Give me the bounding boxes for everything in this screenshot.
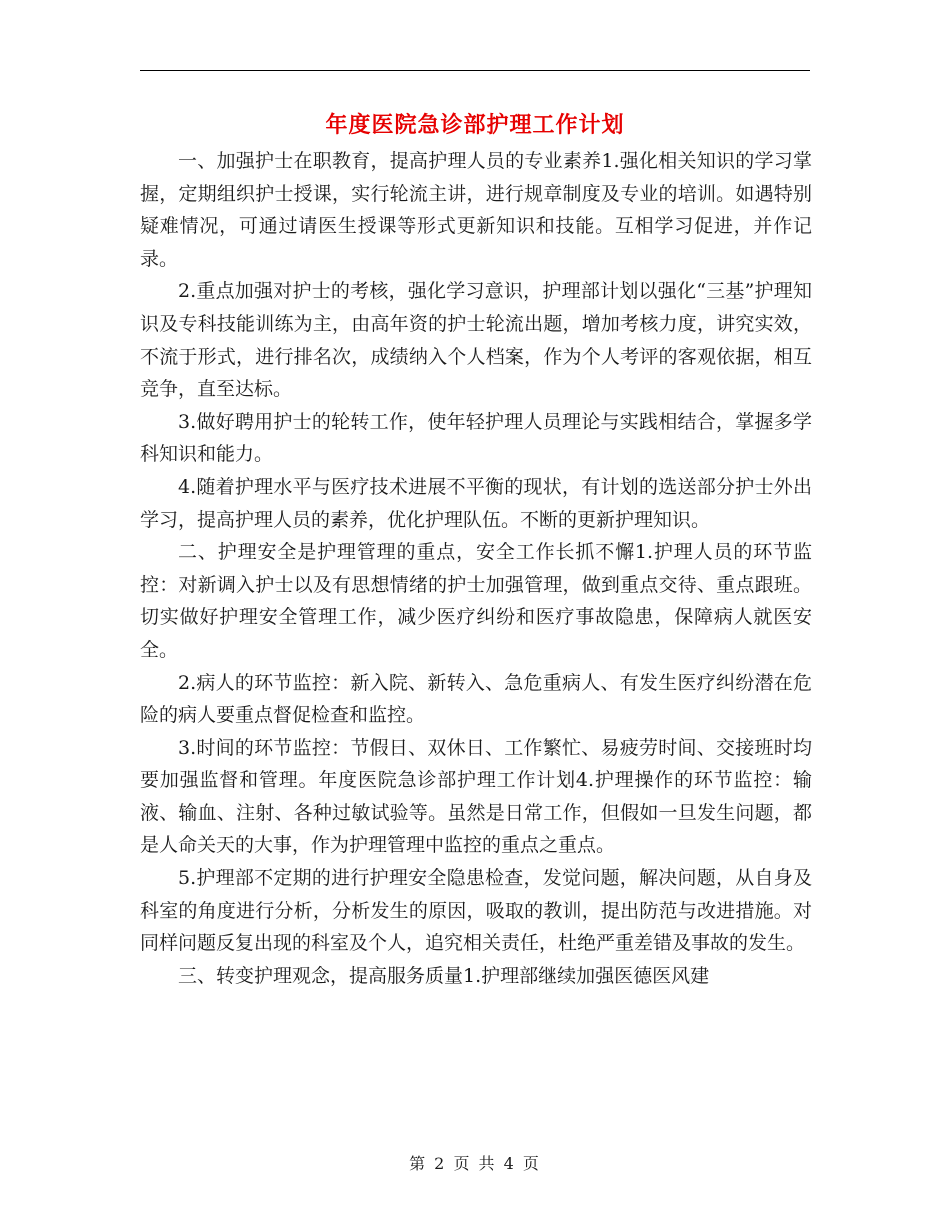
paragraph-5: 二、护理安全是护理管理的重点，安全工作长抓不懈1.护理人员的环节监控：对新调入护士以及有思想情绪的护士加强管理，做到重点交待、重点跟班。切实做好护理安全管理工作，减少医疗纠纷和医疗事故隐患，保障病人就医安全。 [140, 541, 812, 661]
document-body [140, 145, 812, 992]
document-title: 年度医院急诊部护理工作计划 [325, 112, 625, 138]
paragraph-7: 3.时间的环节监控：节假日、双休日、工作繁忙、易疲劳时间、交接班时均要加强监督和管理。年度医院急诊部护理工作计划4.护理操作的环节监控：输液、输血、注射、各种过敏试验等。虽然是日常工作，但假如一旦发生问题，都是人命关天的大事，作为护理管理中监控的重点之重点。 [140, 736, 812, 857]
paragraph-9: 三、转变护理观念，提高服务质量1.护理部继续加强医德医风建 [178, 964, 710, 987]
header-rule [140, 70, 810, 71]
paragraph-8: 5.护理部不定期的进行护理安全隐患检查，发觉问题，解决问题，从自身及科室的角度进行分析，分析发生的原因，吸取的教训，提出防范与改进措施。对同样问题反复出现的科室及个人，追究相关责任，杜绝严重差错及事故的发生。 [140, 867, 812, 955]
paragraph-6: 2.病人的环节监控：新入院、新转入、急危重病人、有发生医疗纠纷潜在危险的病人要重点督促检查和监控。 [140, 671, 812, 727]
page-number-footer: 第 2 页 共 4 页 [409, 1154, 541, 1173]
paragraph-1: 一、加强护士在职教育，提高护理人员的专业素养1.强化相关知识的学习掌握，定期组织护士授课，实行轮流主讲，进行规章制度及专业的培训。如遇特别疑难情况，可通过请医生授课等形式更新知识和技能。互相学习促进，并作记录。 [140, 150, 812, 270]
paragraph-4: 4.随着护理水平与医疗技术进展不平衡的现状，有计划的选送部分护士外出学习，提高护理人员的素养，优化护理队伍。不断的更新护理知识。 [140, 475, 812, 531]
paragraph-2: 2.重点加强对护士的考核，强化学习意识，护理部计划以强化“三基”护理知识及专科技能训练为主，由高年资的护士轮流出题，增加考核力度，讲究实效，不流于形式，进行排名次，成绩纳入个人档案，作为个人考评的客观依据，相互竞争，直至达标。 [140, 280, 812, 401]
paragraph-3: 3.做好聘用护士的轮转工作，使年轻护理人员理论与实践相结合，掌握多学科知识和能力。 [140, 410, 812, 466]
